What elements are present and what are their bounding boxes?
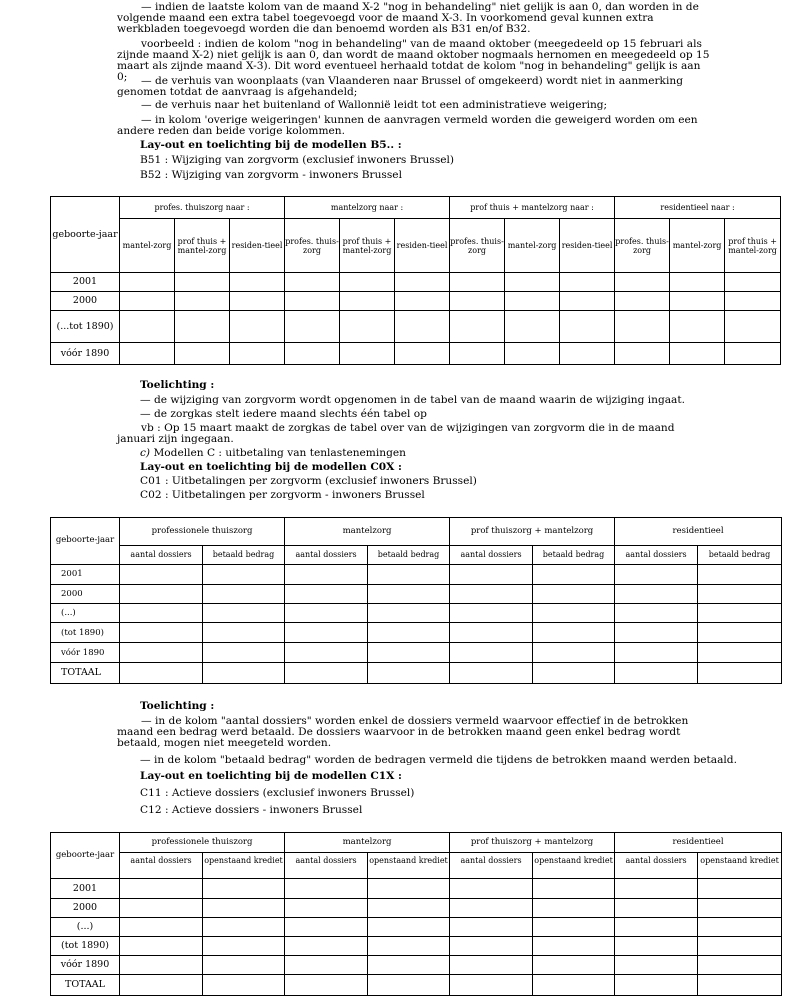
table-c0-sub: aantal dossiers [285, 546, 368, 564]
table-b5-sub: residen-tieel [560, 219, 615, 273]
table-b5-year: 2001 [51, 273, 120, 292]
table-c0-group-3: prof thuiszorg + mantelzorg [450, 518, 615, 546]
table-row [51, 643, 782, 662]
c02-label: C02 : Uitbetalingen per zorgvorm - inwoners Brussel [140, 489, 425, 501]
table-row [51, 899, 782, 918]
table-c1-sub: openstaand krediet [698, 853, 782, 879]
table-b5-sub: profes. thuis-zorg [615, 219, 670, 273]
table-row [51, 956, 782, 975]
table-row [51, 879, 782, 899]
heading-c0: Lay-out en toelichting bij de modellen C0X : [140, 461, 402, 473]
table-row [51, 604, 782, 623]
table-c0-sub: aantal dossiers [450, 546, 533, 564]
table-c0-total: TOTAAL [51, 662, 120, 683]
c01-label: C01 : Uitbetalingen per zorgvorm (exclusief inwoners Brussel) [140, 475, 477, 487]
table-row [51, 343, 781, 365]
intro-para-4: — de verhuis naar het buitenland of Wallonnië leidt tot een administratieve weigering; [141, 99, 608, 111]
table-c1-sub: aantal dossiers [285, 853, 368, 879]
table-c0-year: vóór 1890 [51, 643, 120, 662]
table-c1-sub: aantal dossiers [120, 853, 203, 879]
table-c1-group-3: prof thuiszorg + mantelzorg [450, 833, 615, 853]
table-b5-sub: prof thuis + mantel-zorg [340, 219, 395, 273]
table-c1-rowhead: geboorte-jaar [51, 833, 120, 879]
models-c-letter: c) [140, 447, 151, 459]
table-row [51, 311, 781, 343]
table-row [51, 918, 782, 937]
table-c0-year: (...) [51, 604, 120, 623]
table-b5-sub: mantel-zorg [120, 219, 175, 273]
heading-c1: Lay-out en toelichting bij de modellen C1X : [140, 770, 402, 782]
table-c0-group-1: professionele thuiszorg [120, 518, 285, 546]
table-c0-year: 2001 [51, 564, 120, 584]
table-b5-group-4: residentieel naar : [615, 197, 781, 219]
table-b5-sub: mantel-zorg [670, 219, 725, 273]
mid-line-1: — de wijziging van zorgvorm wordt opgenomen in de tabel van de maand waarin de wijziging ingaat. [140, 394, 685, 406]
models-c-text: Modellen C : uitbetaling van tenlastenemingen [150, 447, 406, 459]
intro-para-1: — indien de laatste kolom van de maand X-2 "nog in behandeling" niet gelijk is aan 0, dan worden in de volgende maand een extra tabel toegevoegd voor de maand X-3. In voorkomend geval kunnen extra werkbladen toegevoegd worden die dan benoemd worden als B31 en/of B32. [117, 1, 699, 35]
table-c1-year: (...) [51, 918, 120, 937]
table-c1 [50, 832, 782, 996]
table-c1-sub: aantal dossiers [450, 853, 533, 879]
table-b5-sub: profes. thuis-zorg [285, 219, 340, 273]
table-row [51, 564, 782, 584]
b51-label: B51 : Wijziging van zorgvorm (exclusief inwoners Brussel) [140, 154, 455, 166]
mid-line-2: — de zorgkas stelt iedere maand slechts één tabel op [140, 408, 427, 420]
table-b5-sub: prof thuis + mantel-zorg [175, 219, 230, 273]
b52-label: B52 : Wijziging van zorgvorm - inwoners Brussel [140, 169, 402, 181]
table-c1-sub: openstaand krediet [533, 853, 615, 879]
models-c-line [140, 448, 406, 459]
table-b5-sub: residen-tieel [230, 219, 285, 273]
table-c1-group-4: residentieel [615, 833, 782, 853]
table-b5-year: (...tot 1890) [51, 311, 120, 343]
bottom-para-1: — in de kolom "aantal dossiers" worden enkel de dossiers vermeld waarvoor effectief in de betrokken maand een bedrag werd betaald. De dossiers waarvoor in de betrokken maand geen enkel bedrag wordt betaald, mogen niet meegeteld worden. [117, 715, 689, 749]
table-b5 [50, 196, 781, 365]
table-b5-year: 2000 [51, 292, 120, 311]
intro-para-3: — de verhuis van woonplaats (van Vlaanderen naar Brussel of omgekeerd) wordt niet in aanmerking genomen totdat de aanvraag is afgehandeld; [117, 75, 683, 98]
intro-para-2: voorbeeld : indien de kolom "nog in behandeling" van de maand oktober (meegedeeld op 15 februari als zijnde maand X-2) niet gelijk is aan 0, dan wordt de maand oktober nogmaals hernomen en meegedeeld op 15 maart als zijnde maand X-3). Dit word eventueel herhaald totdat de kolom "nog in behandeling" gelijk is aan 0; [117, 38, 710, 83]
toelichting-1: Toelichting : [140, 379, 215, 391]
table-c0-sub: aantal dossiers [615, 546, 698, 564]
table-c0-rowhead: geboorte-jaar [51, 518, 120, 565]
table-c1-sub: openstaand krediet [203, 853, 285, 879]
table-b5-sub: residen-tieel [395, 219, 450, 273]
table-c0-year: 2000 [51, 584, 120, 603]
toelichting-2: Toelichting : [140, 700, 215, 712]
table-row [51, 584, 782, 603]
table-b5-sub: prof thuis + mantel-zorg [725, 219, 781, 273]
table-b5-sub: profes. thuis-zorg [450, 219, 505, 273]
table-b5-group-3: prof thuis + mantelzorg naar : [450, 197, 615, 219]
table-b5-year: vóór 1890 [51, 343, 120, 365]
table-c1-group-1: professionele thuiszorg [120, 833, 285, 853]
table-b5-group-1: profes. thuiszorg naar : [120, 197, 285, 219]
table-c1-year: 2001 [51, 879, 120, 899]
table-c1-year: (tot 1890) [51, 937, 120, 956]
c11-label: C11 : Actieve dossiers (exclusief inwoners Brussel) [140, 787, 415, 799]
table-b5-group-2: mantelzorg naar : [285, 197, 450, 219]
table-c0-group-4: residentieel [615, 518, 782, 546]
table-c1-total: TOTAAL [51, 975, 120, 996]
table-c1-year: vóór 1890 [51, 956, 120, 975]
mid-vb: vb : Op 15 maart maakt de zorgkas de tabel over van de wijzigingen van zorgvorm die in de maand januari zijn ingegaan. [117, 422, 675, 445]
table-row [51, 662, 782, 683]
intro-para-5: — in kolom 'overige weigeringen' kunnen de aanvragen vermeld worden die geweigerd worden om een andere reden dan beide vorige kolommen. [117, 114, 698, 137]
table-c1-year: 2000 [51, 899, 120, 918]
table-c0-group-2: mantelzorg [285, 518, 450, 546]
table-c0-year: (tot 1890) [51, 623, 120, 643]
table-c1-sub: openstaand krediet [368, 853, 450, 879]
table-c1-sub: aantal dossiers [615, 853, 698, 879]
table-c1-group-2: mantelzorg [285, 833, 450, 853]
table-row [51, 975, 782, 996]
table-c0-sub: betaald bedrag [533, 546, 615, 564]
table-c0-sub: aantal dossiers [120, 546, 203, 564]
c12-label: C12 : Actieve dossiers - inwoners Brussel [140, 804, 363, 816]
table-c0-sub: betaald bedrag [698, 546, 782, 564]
table-row [51, 292, 781, 311]
heading-b5: Lay-out en toelichting bij de modellen B5.. : [140, 139, 402, 151]
table-row [51, 623, 782, 643]
table-b5-rowhead: geboorte-jaar [51, 197, 120, 273]
table-row [51, 273, 781, 292]
table-c0-sub: betaald bedrag [368, 546, 450, 564]
table-row [51, 937, 782, 956]
table-b5-sub: mantel-zorg [505, 219, 560, 273]
table-c0 [50, 517, 782, 684]
bottom-para-2: — in de kolom "betaald bedrag" worden de bedragen vermeld die tijdens de betrokken maand werden betaald. [140, 754, 737, 766]
table-c0-sub: betaald bedrag [203, 546, 285, 564]
